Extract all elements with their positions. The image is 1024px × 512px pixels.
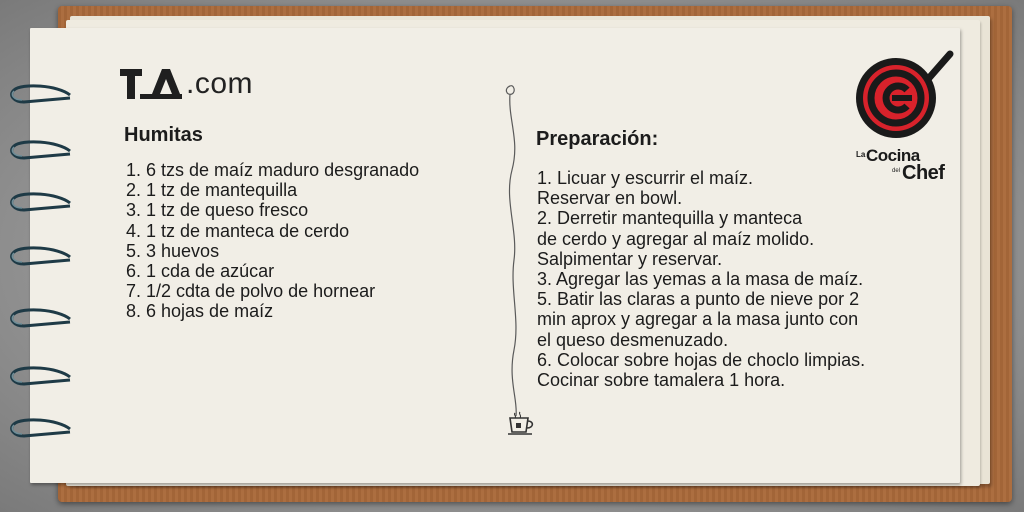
wavy-divider bbox=[498, 80, 538, 420]
ingredient-item: 1. 6 tzs de maíz maduro desgranado bbox=[126, 160, 420, 180]
preparation-line: Salpimentar y reservar. bbox=[537, 248, 723, 269]
spiral-ring-icon bbox=[8, 190, 72, 216]
ingredient-item: 5. 3 huevos bbox=[126, 240, 220, 261]
chef-logo-del: del bbox=[892, 168, 901, 174]
spiral-ring-icon bbox=[8, 416, 72, 442]
preparation-steps bbox=[537, 168, 865, 390]
preparation-line: de cerdo y agregar al maíz molido. bbox=[537, 228, 815, 249]
brand-domain: .com bbox=[186, 67, 254, 100]
ingredient-item: 7. 1/2 cdta de polvo de hornear bbox=[126, 281, 376, 302]
preparation-line: el queso desmenuzado. bbox=[537, 329, 729, 350]
chef-logo-chef: Chef bbox=[902, 162, 945, 184]
preparation-line: 1. Licuar y escurrir el maíz. bbox=[537, 168, 754, 188]
spiral-ring-icon bbox=[8, 82, 72, 108]
recipe-title: Humitas bbox=[124, 124, 203, 146]
spiral-ring-icon bbox=[8, 364, 72, 390]
ingredient-item: 8. 6 hojas de maíz bbox=[126, 301, 274, 322]
preparation-line: Cocinar sobre tamalera 1 hora. bbox=[537, 370, 786, 391]
preparation-line: min aprox y agregar a la masa junto con bbox=[537, 309, 859, 330]
preparation-title: Preparación: bbox=[536, 128, 659, 150]
preparation-line: 5. Batir las claras a punto de nieve por 2 bbox=[537, 289, 860, 310]
preparation-line: 2. Derretir mantequilla y manteca bbox=[537, 208, 803, 229]
preparation-line: Reservar en bowl. bbox=[537, 188, 683, 209]
tea-cup-icon bbox=[506, 410, 538, 438]
spiral-ring-icon bbox=[8, 306, 72, 332]
ingredient-item: 3. 1 tz de queso fresco bbox=[126, 200, 309, 221]
preparation-line: 6. Colocar sobre hojas de choclo limpias. bbox=[537, 349, 866, 370]
ingredient-item: 4. 1 tz de manteca de cerdo bbox=[126, 220, 350, 241]
ingredients-list bbox=[126, 160, 419, 322]
ingredient-item: 6. 1 cda de azúcar bbox=[126, 261, 275, 282]
ta-logo-mark bbox=[120, 67, 182, 101]
chef-logo-cocina: Cocina bbox=[866, 146, 920, 165]
spiral-ring-icon bbox=[8, 244, 72, 270]
ingredient-item: 2. 1 tz de mantequilla bbox=[126, 180, 298, 201]
chef-logo-text bbox=[856, 146, 956, 186]
preparation-line: 3. Agregar las yemas a la masa de maíz. bbox=[537, 269, 864, 290]
chef-logo-la: La bbox=[856, 150, 866, 159]
spiral-ring-icon bbox=[8, 138, 72, 164]
brand-logo[interactable] bbox=[120, 66, 253, 102]
